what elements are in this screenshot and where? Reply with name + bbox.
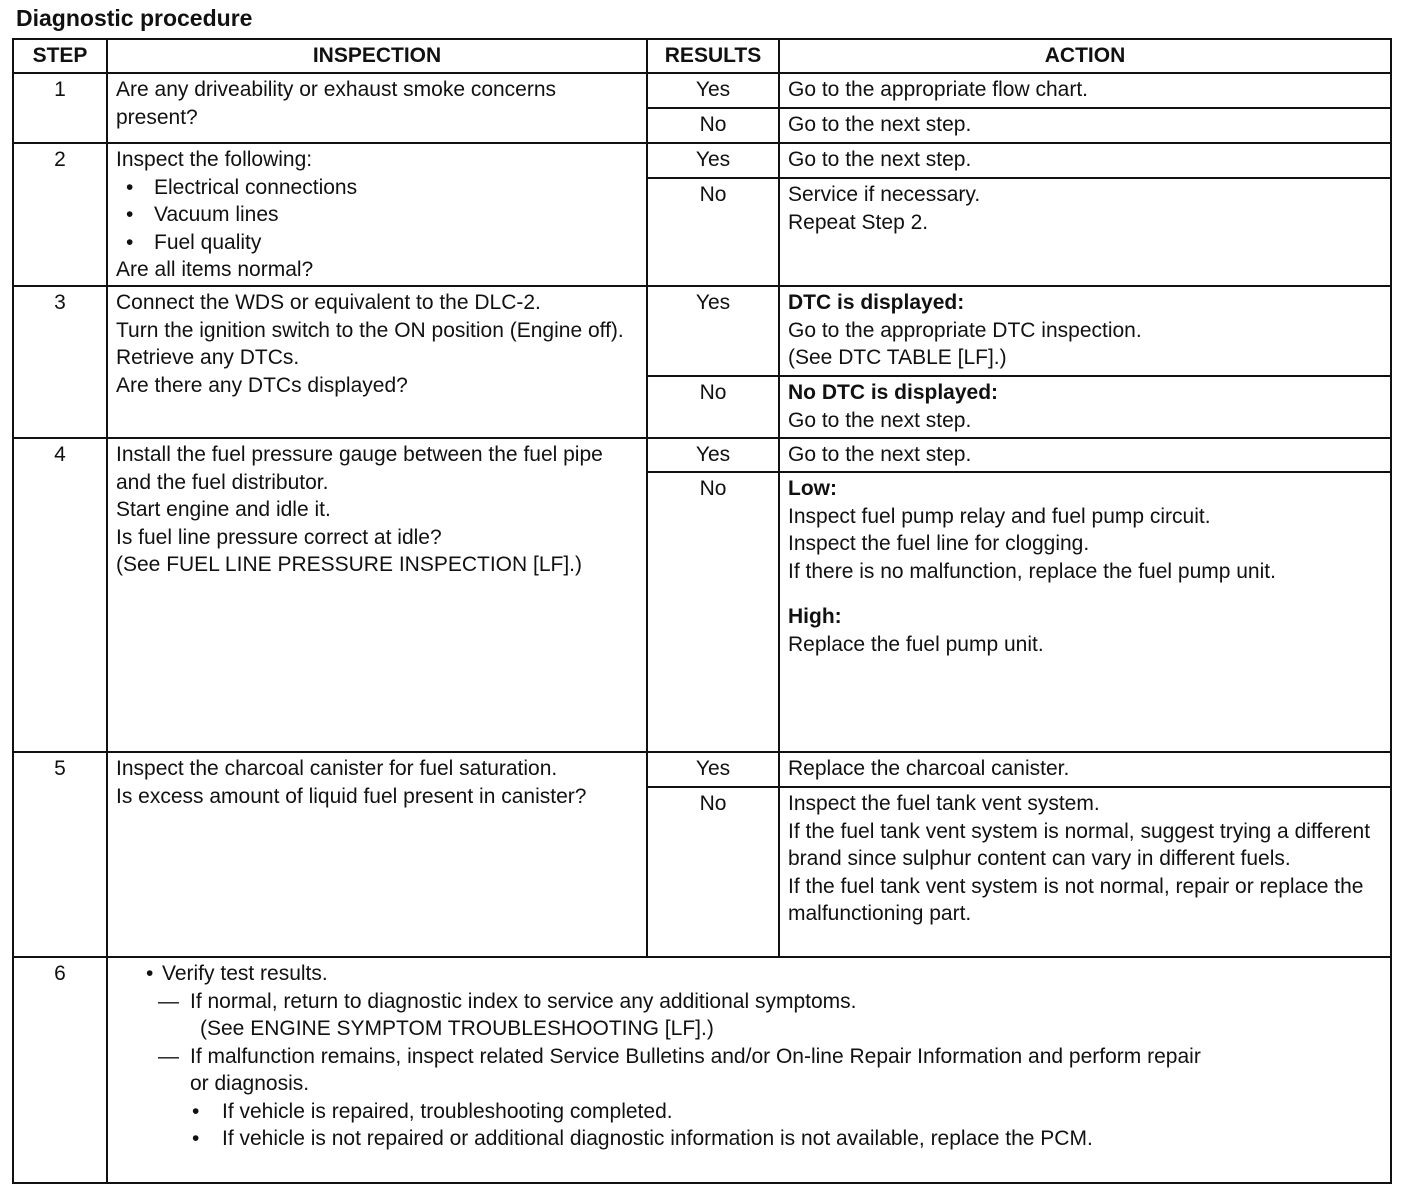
inspection-line: Are all items normal? — [116, 258, 314, 281]
result-yes: Yes — [647, 286, 779, 376]
header-step: STEP — [13, 39, 107, 73]
action-line: Inspect fuel pump relay and fuel pump circuit. — [788, 504, 1211, 528]
header-action: ACTION — [779, 39, 1391, 73]
action-no — [779, 787, 1391, 957]
result-no: No — [647, 787, 779, 957]
dash-line: — If malfunction remains, inspect related Service Bulletins and/or On-line Repair Information and perform repair — [116, 1043, 1384, 1071]
step-3-yes-row — [13, 286, 1391, 376]
list-item: • Electrical connections — [116, 174, 640, 202]
result-no: No — [647, 376, 779, 438]
action-no — [779, 178, 1391, 286]
action-heading: No DTC is displayed: — [788, 381, 999, 404]
result-yes: Yes — [647, 73, 779, 108]
list-item: • If vehicle is not repaired or additional diagnostic information is not available, replace the PCM. — [116, 1125, 1384, 1153]
step-inspection — [107, 143, 647, 286]
page-title: Diagnostic procedure — [16, 5, 253, 31]
inspection-line: Start engine and idle it. — [116, 498, 331, 521]
list-item: • If vehicle is repaired, troubleshooting completed. — [116, 1098, 1384, 1126]
action-yes: Replace the charcoal canister. — [779, 752, 1391, 787]
step-6-row — [13, 957, 1391, 1183]
step-4-yes-row — [13, 438, 1391, 472]
inspection-line: Turn the ignition switch to the ON position (Engine off). — [116, 318, 624, 342]
action-line: (See DTC TABLE [LF].) — [788, 346, 1007, 369]
step-inspection — [107, 286, 647, 438]
dash-line: — If normal, return to diagnostic index to service any additional symptoms. — [116, 988, 1384, 1016]
action-line: Service if necessary. — [788, 183, 981, 206]
action-line: Go to the next step. — [788, 408, 972, 432]
header-inspection: INSPECTION — [107, 39, 647, 73]
action-line: Inspect the fuel line for clogging. — [788, 532, 1090, 555]
result-no: No — [647, 472, 779, 752]
result-no: No — [647, 108, 779, 143]
inspection-line: (See FUEL LINE PRESSURE INSPECTION [LF].) — [116, 553, 582, 576]
inspection-line: Inspect the following: — [116, 148, 313, 171]
step-inspection — [107, 438, 647, 752]
dash-line-continued: or diagnosis. — [190, 1072, 310, 1095]
action-line: Replace the fuel pump unit. — [788, 632, 1044, 656]
action-yes: Go to the next step. — [779, 143, 1391, 178]
action-heading: Low: — [788, 477, 837, 500]
inspection-line: Are there any DTCs displayed? — [116, 373, 408, 397]
action-no — [779, 376, 1391, 438]
step-2-yes-row — [13, 143, 1391, 178]
step-number: 3 — [13, 286, 107, 438]
action-yes — [779, 286, 1391, 376]
step-number: 6 — [13, 957, 107, 1183]
action-yes: Go to the appropriate flow chart. — [779, 73, 1391, 108]
sub-list — [116, 1098, 1384, 1153]
action-line: If the fuel tank vent system is normal, suggest trying a different brand since sulphur content can vary in different fuels. — [788, 819, 1371, 870]
header-results: RESULTS — [647, 39, 779, 73]
inspection-line: Is fuel line pressure correct at idle? — [116, 525, 442, 549]
action-line: If the fuel tank vent system is not normal, repair or replace the malfunctioning part. — [788, 874, 1364, 925]
inspection-line: Is excess amount of liquid fuel present in canister? — [116, 784, 587, 808]
step-number: 2 — [13, 143, 107, 286]
action-line: If there is no malfunction, replace the fuel pump unit. — [788, 559, 1276, 583]
result-yes: Yes — [647, 143, 779, 178]
inspection-line: Install the fuel pressure gauge between the fuel pipe and the fuel distributor. — [116, 443, 603, 494]
step-1-yes-row — [13, 73, 1391, 108]
inspection-line: Inspect the charcoal canister for fuel saturation. — [116, 757, 558, 780]
bullet-line: • Verify test results. — [116, 960, 1384, 988]
action-line: Inspect the fuel tank vent system. — [788, 792, 1100, 815]
result-yes: Yes — [647, 752, 779, 787]
step-number: 1 — [13, 73, 107, 143]
action-heading: DTC is displayed: — [788, 291, 965, 314]
step-inspection: Are any driveability or exhaust smoke concerns present? — [107, 73, 647, 143]
action-no — [779, 472, 1391, 752]
diagnostic-table — [12, 38, 1392, 1184]
inspection-list — [116, 174, 640, 257]
action-line: Go to the appropriate DTC inspection. — [788, 318, 1142, 342]
inspection-line: Connect the WDS or equivalent to the DLC-2. — [116, 291, 541, 314]
header-row — [13, 39, 1391, 73]
step-number: 5 — [13, 752, 107, 957]
action-heading: High: — [788, 605, 842, 628]
action-no: Go to the next step. — [779, 108, 1391, 143]
action-yes: Go to the next step. — [779, 438, 1391, 472]
see-reference: (See ENGINE SYMPTOM TROUBLESHOOTING [LF].) — [200, 1017, 714, 1040]
step-5-yes-row — [13, 752, 1391, 787]
result-no: No — [647, 178, 779, 286]
step-inspection — [107, 752, 647, 957]
step-number: 4 — [13, 438, 107, 752]
step-6-content — [107, 957, 1391, 1183]
inspection-line: Retrieve any DTCs. — [116, 346, 300, 369]
action-line: Repeat Step 2. — [788, 210, 929, 234]
list-item: • Fuel quality — [116, 229, 640, 257]
result-yes: Yes — [647, 438, 779, 472]
list-item: • Vacuum lines — [116, 201, 640, 229]
